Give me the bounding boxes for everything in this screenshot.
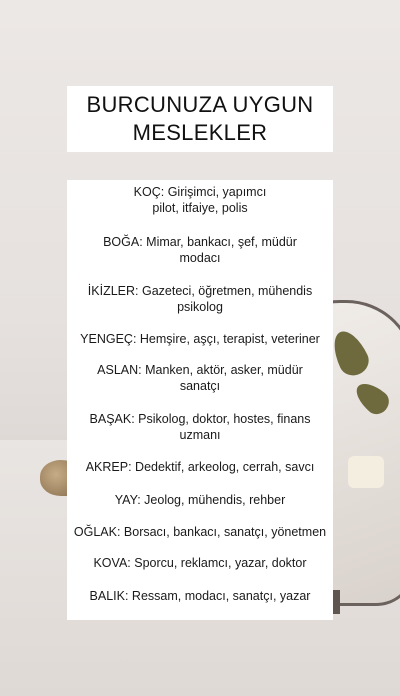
title-card — [67, 86, 333, 152]
list-item-boga: BOĞA: Mimar, bankacı, şef, müdür modacı — [103, 235, 297, 265]
career-text: Psikolog, doktor, hostes, finans uzmanı — [138, 412, 311, 442]
sign-label: YAY — [114, 493, 138, 507]
sign-label: KOÇ — [133, 185, 161, 199]
career-text: Girişimci, yapımcı pilot, itfaiye, polis — [152, 185, 267, 215]
list-item-basak: BAŞAK: Psikolog, doktor, hostes, finans uzmanı — [89, 412, 311, 442]
career-text: Hemşire, aşçı, terapist, veteriner — [139, 332, 320, 346]
sign-label: BOĞA — [103, 235, 140, 249]
list-item-oglak: OĞLAK: Borsacı, bankacı, sanatçı, yönetmen — [73, 525, 327, 539]
sign-label: İKİZLER — [87, 284, 136, 298]
list-item-yengec: YENGEÇ: Hemşire, aşçı, terapist, veteriner — [80, 332, 320, 346]
sign-label: OĞLAK — [73, 525, 117, 539]
career-text: Sporcu, reklamcı, yazar, doktor — [134, 556, 307, 570]
list-item-aslan: ASLAN: Manken, aktör, asker, müdür sanatçı — [97, 363, 303, 393]
list-item-kova: KOVA: Sporcu, reklamcı, yazar, doktor — [93, 556, 307, 570]
career-text: Dedektif, arkeolog, cerrah, savcı — [135, 460, 315, 474]
list-item-balik: BALIK: Ressam, modacı, sanatçı, yazar — [89, 589, 311, 603]
list-item-yay: YAY: Jeolog, mühendis, rehber — [114, 493, 286, 507]
list-item-ikizler: İKİZLER: Gazeteci, öğretmen, mühendis psikolog — [87, 284, 313, 314]
career-text: Ressam, modacı, sanatçı, yazar — [131, 589, 311, 603]
sign-label: YENGEÇ — [80, 332, 133, 346]
career-text: Mimar, bankacı, şef, müdür modacı — [146, 235, 297, 265]
career-text: Gazeteci, öğretmen, mühendis psikolog — [141, 284, 313, 314]
sign-label: KOVA — [93, 556, 128, 570]
career-text: Jeolog, mühendis, rehber — [144, 493, 286, 507]
list-item-akrep: AKREP: Dedektif, arkeolog, cerrah, savcı — [85, 460, 315, 474]
career-text: Borsacı, bankacı, sanatçı, yönetmen — [123, 525, 327, 539]
list-item-koc: KOÇ: Girişimci, yapımcı pilot, itfaiye, polis — [133, 185, 267, 215]
career-list — [67, 180, 333, 620]
page-title: BURCUNUZA UYGUN MESLEKLER — [86, 92, 314, 145]
sign-label: ASLAN — [97, 363, 139, 377]
career-text: Manken, aktör, asker, müdür sanatçı — [145, 363, 303, 393]
candle-decor — [348, 456, 384, 488]
sign-label: BALIK — [89, 589, 125, 603]
sign-label: AKREP — [85, 460, 129, 474]
sign-label: BAŞAK — [89, 412, 132, 426]
